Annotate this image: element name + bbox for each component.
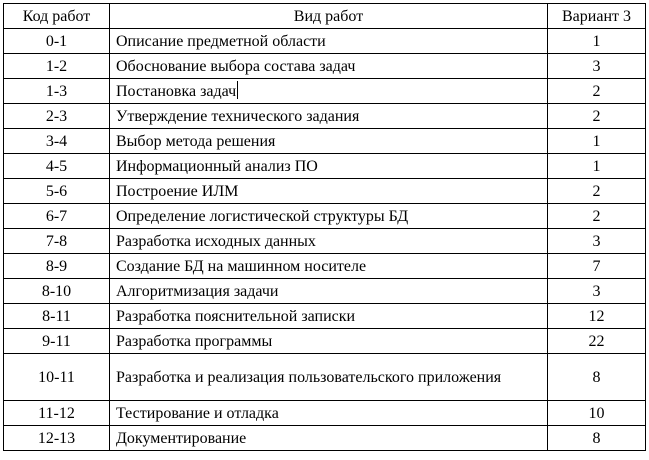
cell-name-text: Постановка задач — [116, 82, 237, 100]
table-row — [4, 104, 646, 129]
cell-code[interactable]: 2-3 — [4, 104, 110, 129]
table-row — [4, 54, 646, 79]
cell-variant[interactable]: 1 — [548, 129, 646, 154]
cell-name[interactable]: Алгоритмизация задачи — [110, 279, 548, 304]
cell-name[interactable]: Выбор метода решения — [110, 129, 548, 154]
cell-name[interactable]: Документирование — [110, 426, 548, 451]
header-code: Код работ — [4, 4, 110, 29]
cell-code[interactable]: 10-11 — [4, 354, 110, 401]
cell-variant[interactable]: 2 — [548, 179, 646, 204]
works-table — [3, 3, 646, 451]
cell-variant[interactable]: 3 — [548, 229, 646, 254]
table-row — [4, 329, 646, 354]
cell-variant[interactable]: 8 — [548, 426, 646, 451]
cell-variant[interactable]: 3 — [548, 54, 646, 79]
table-row — [4, 79, 646, 104]
cell-code[interactable]: 6-7 — [4, 204, 110, 229]
cell-variant[interactable]: 22 — [548, 329, 646, 354]
cell-code[interactable]: 1-2 — [4, 54, 110, 79]
cell-code[interactable]: 5-6 — [4, 179, 110, 204]
cell-name[interactable]: Утверждение технического задания — [110, 104, 548, 129]
cell-name[interactable]: Разработка и реализация пользовательского приложения — [110, 354, 548, 401]
cell-variant[interactable]: 10 — [548, 401, 646, 426]
table-row — [4, 254, 646, 279]
table-row — [4, 354, 646, 401]
table-row — [4, 129, 646, 154]
table-row — [4, 154, 646, 179]
cell-variant[interactable]: 1 — [548, 29, 646, 54]
cell-code[interactable]: 9-11 — [4, 329, 110, 354]
cell-variant[interactable]: 2 — [548, 79, 646, 104]
cell-variant[interactable]: 2 — [548, 104, 646, 129]
cell-code[interactable]: 1-3 — [4, 79, 110, 104]
cell-code[interactable]: 12-13 — [4, 426, 110, 451]
header-name: Вид работ — [110, 4, 548, 29]
cell-name[interactable]: Тестирование и отладка — [110, 401, 548, 426]
cell-name[interactable]: Обоснование выбора состава задач — [110, 54, 548, 79]
text-cursor — [237, 81, 238, 99]
cell-code[interactable]: 7-8 — [4, 229, 110, 254]
table-row — [4, 229, 646, 254]
cell-name[interactable]: Определение логистической структуры БД — [110, 204, 548, 229]
table-row — [4, 29, 646, 54]
table-row — [4, 179, 646, 204]
cell-code[interactable]: 8-11 — [4, 304, 110, 329]
cell-variant[interactable]: 1 — [548, 154, 646, 179]
table-row — [4, 426, 646, 451]
table-row — [4, 279, 646, 304]
cell-code[interactable]: 4-5 — [4, 154, 110, 179]
header-variant: Вариант 3 — [548, 4, 646, 29]
cell-name[interactable]: Построение ИЛМ — [110, 179, 548, 204]
table-row — [4, 401, 646, 426]
cell-code[interactable]: 11-12 — [4, 401, 110, 426]
cell-code[interactable]: 8-9 — [4, 254, 110, 279]
header-row — [4, 4, 646, 29]
cell-variant[interactable]: 3 — [548, 279, 646, 304]
cell-name[interactable]: Описание предметной области — [110, 29, 548, 54]
table-row — [4, 304, 646, 329]
cell-variant[interactable]: 7 — [548, 254, 646, 279]
cell-code[interactable]: 8-10 — [4, 279, 110, 304]
cell-name-active[interactable] — [110, 79, 548, 104]
cell-name[interactable]: Разработка программы — [110, 329, 548, 354]
cell-name[interactable]: Разработка исходных данных — [110, 229, 548, 254]
table-row — [4, 204, 646, 229]
cell-name[interactable]: Информационный анализ ПО — [110, 154, 548, 179]
cell-code[interactable]: 3-4 — [4, 129, 110, 154]
cell-name[interactable]: Разработка пояснительной записки — [110, 304, 548, 329]
cell-code[interactable]: 0-1 — [4, 29, 110, 54]
cell-variant[interactable]: 12 — [548, 304, 646, 329]
cell-variant[interactable]: 2 — [548, 204, 646, 229]
cell-variant[interactable]: 8 — [548, 354, 646, 401]
cell-name[interactable]: Создание БД на машинном носителе — [110, 254, 548, 279]
